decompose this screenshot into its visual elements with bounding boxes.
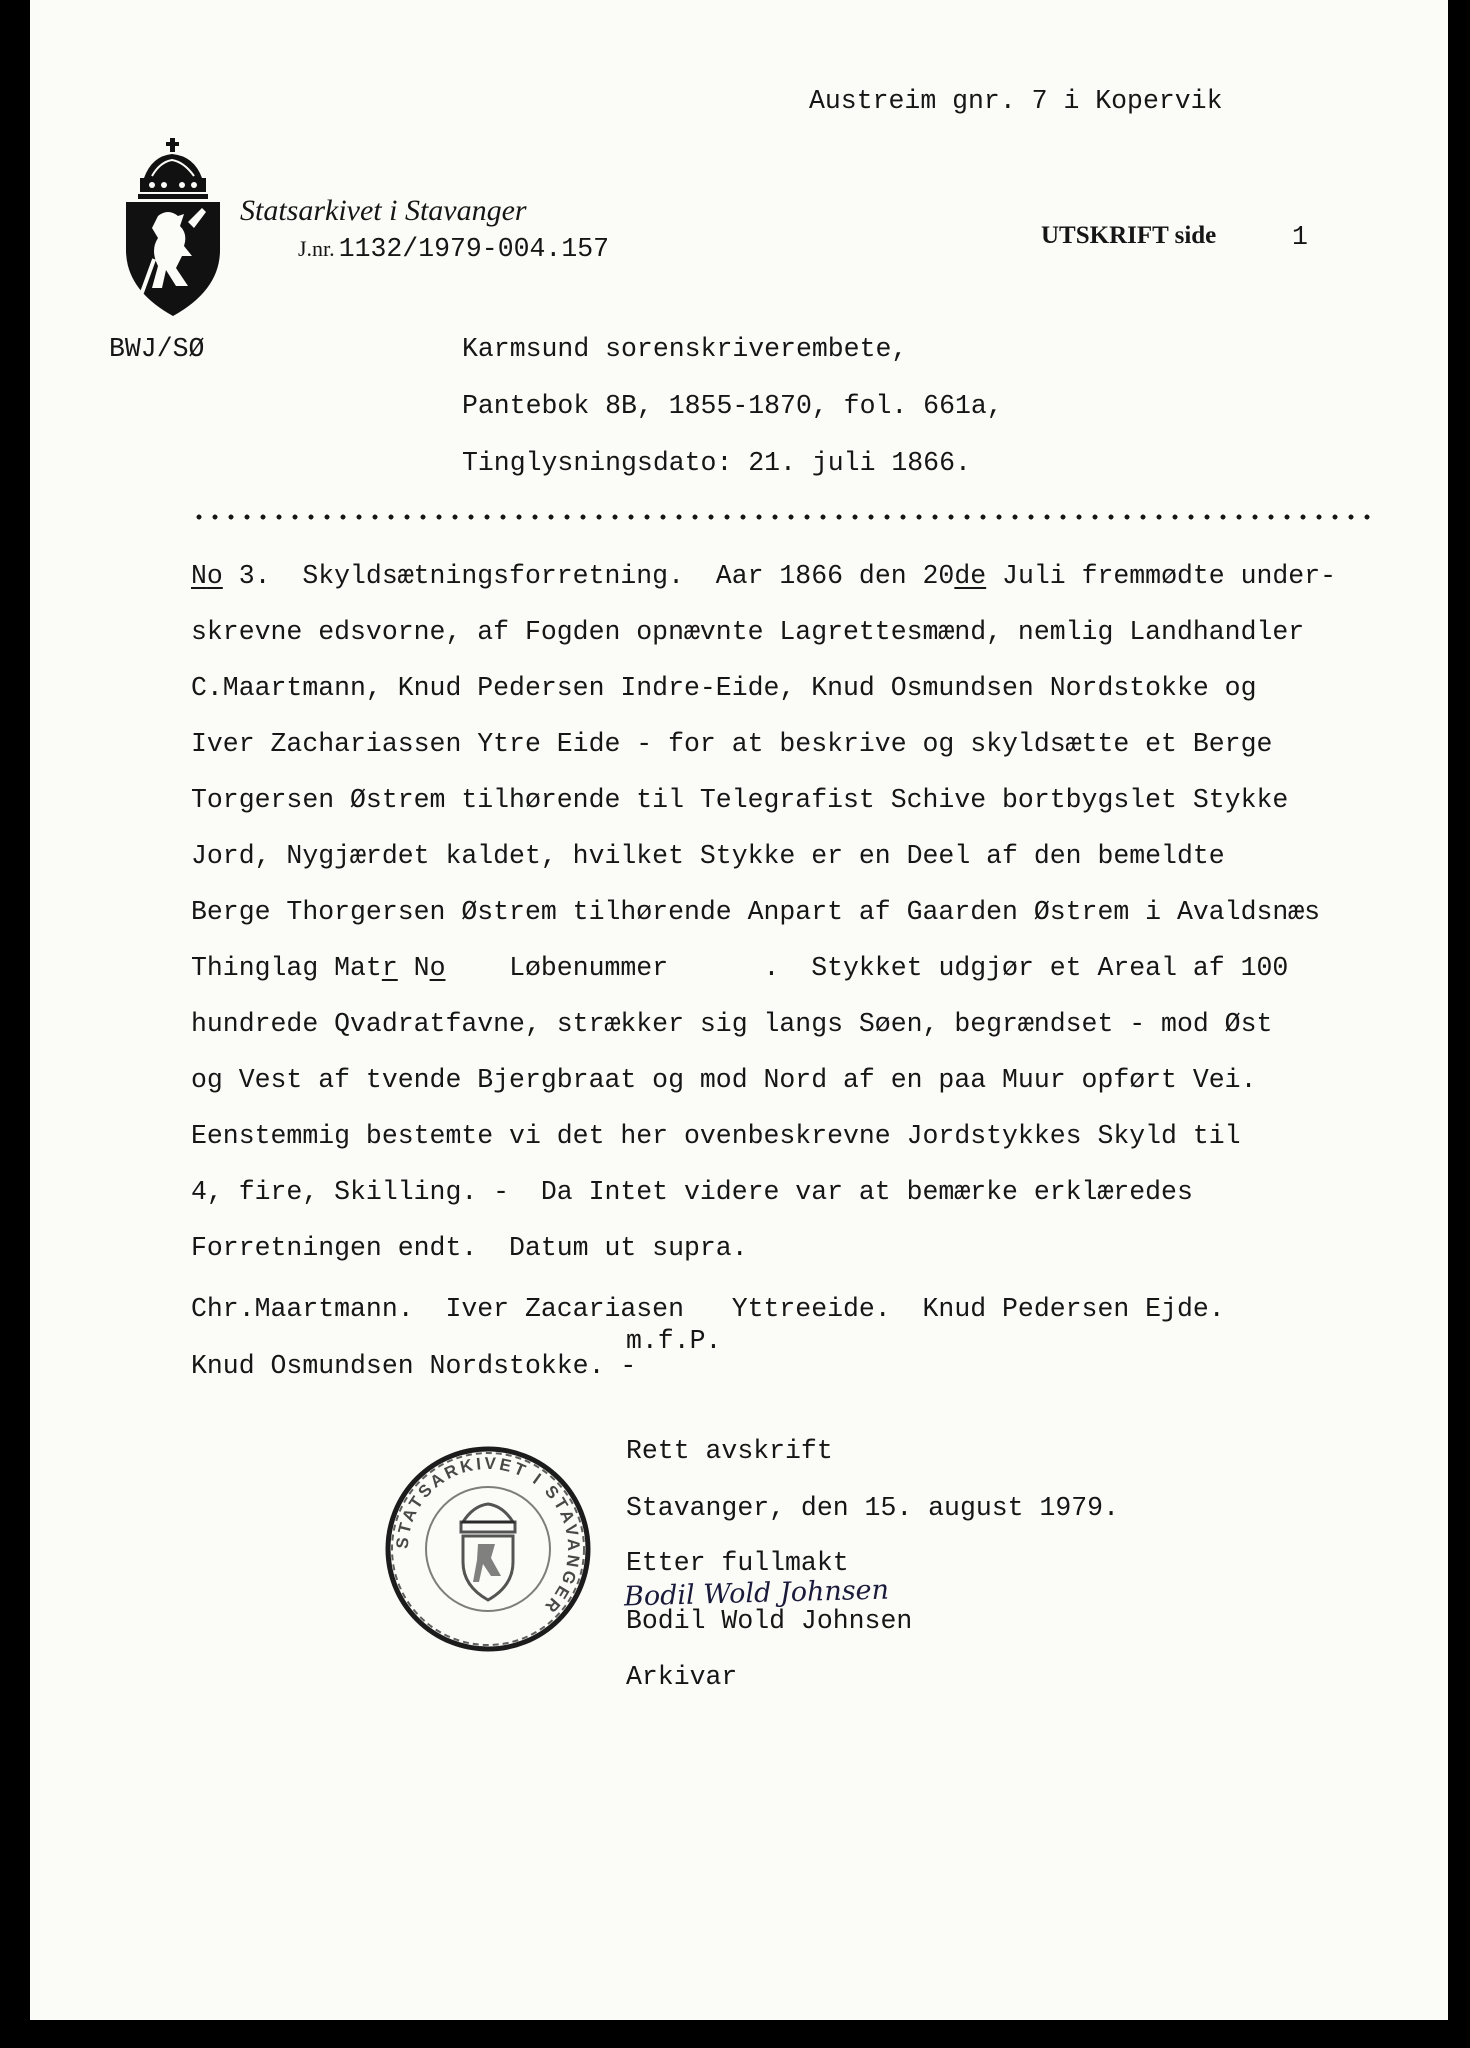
institution-name: Statsarkivet i Stavanger	[240, 194, 527, 227]
mfp-note: m.f.P.	[626, 1326, 722, 1356]
no-abbrev: No	[191, 561, 223, 591]
place-date: Stavanger, den 15. august 1979.	[626, 1493, 1119, 1523]
source-book: Pantebok 8B, 1855-1870, fol. 661a,	[462, 391, 1003, 421]
document-page	[30, 0, 1448, 2020]
utskrift-label	[1041, 222, 1216, 250]
etter-fullmakt: Etter fullmakt	[626, 1548, 849, 1578]
page-number: 1	[1292, 222, 1308, 252]
body-line-1: No 3. Skyldsætningsforretning. Aar 1866 den 20de Juli fremmødte under-	[191, 561, 1337, 591]
dotted-divider	[191, 510, 1376, 524]
body-line-7: Berge Thorgersen Østrem tilhørende Anpart af Gaarden Østrem i Avaldsnæs	[191, 897, 1321, 927]
property-heading: Austreim gnr. 7 i Kopervik	[809, 86, 1223, 116]
body-line-11: Eenstemmig bestemte vi det her ovenbeskrevne Jordstykkes Skyld til	[191, 1121, 1241, 1151]
body-line-6: Jord, Nygjærdet kaldet, hvilket Stykke er en Deel af den bemeldte	[191, 841, 1225, 871]
source-office: Karmsund sorenskriverembete,	[462, 334, 908, 364]
body-line-4: Iver Zachariassen Ytre Eide - for at beskrive og skyldsætte et Berge	[191, 729, 1273, 759]
utskrift-text: UTSKRIFT side	[1041, 222, 1217, 249]
rett-avskrift: Rett avskrift	[626, 1436, 833, 1466]
initials: BWJ/SØ	[109, 334, 205, 364]
source-date: Tinglysningsdato: 21. juli 1866.	[462, 448, 971, 478]
stamp-ring-text: STATSARKIVET I STAVANGER	[392, 1453, 584, 1619]
jnr-value: 1132/1979-004.157	[338, 234, 610, 264]
handwritten-signature: Bodil Wold Johnsen	[623, 1574, 890, 1613]
body-line-13: Forretningen endt. Datum ut supra.	[191, 1233, 748, 1263]
body-line-12: 4, fire, Skilling. - Da Intet videre var at bemærke erklæredes	[191, 1177, 1193, 1207]
body-line-15: Knud Osmundsen Nordstokke. -	[191, 1351, 637, 1381]
coat-of-arms-logo	[122, 138, 224, 318]
body-line-3: C.Maartmann, Knud Pedersen Indre-Eide, Knud Osmundsen Nordstokke og	[191, 673, 1257, 703]
signer-title: Arkivar	[626, 1662, 738, 1692]
body-line-8: Thinglag Matr No Løbenummer . Stykket udgjør et Areal af 100	[191, 953, 1289, 983]
official-stamp	[383, 1444, 593, 1654]
jnr-label: J.nr.	[298, 236, 335, 261]
body-line-5: Torgersen Østrem tilhørende til Telegrafist Schive bortbygslet Stykke	[191, 785, 1289, 815]
body-line-10: og Vest af tvende Bjergbraat og mod Nord af en paa Muur opført Vei.	[191, 1065, 1257, 1095]
de-suffix: de	[954, 561, 987, 591]
body-line-2: skrevne edsvorne, af Fogden opnævnte Lagrettesmænd, nemlig Landhandler	[191, 617, 1305, 647]
journal-number	[298, 236, 609, 263]
signer-name: Bodil Wold Johnsen	[626, 1606, 913, 1636]
body-line-14: Chr.Maartmann. Iver Zacariasen Yttreeide. Knud Pedersen Ejde.	[191, 1294, 1225, 1324]
body-line-9: hundrede Qvadratfavne, strækker sig langs Søen, begrændset - mod Øst	[191, 1009, 1273, 1039]
